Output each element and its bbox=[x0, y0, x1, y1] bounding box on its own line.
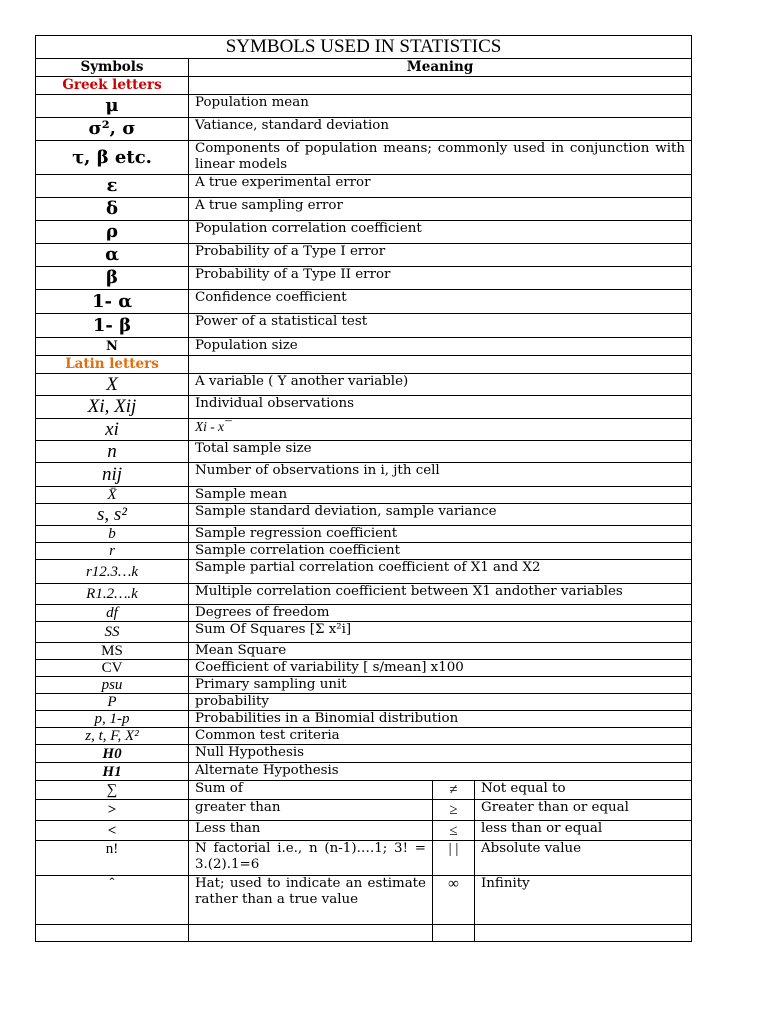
meaning-xi: Xi - x¯ bbox=[189, 419, 692, 441]
meaning-b: Sample regression coefficient bbox=[189, 526, 692, 543]
symbol-sum: ∑ bbox=[36, 781, 189, 800]
meaning-H0: Null Hypothesis bbox=[189, 745, 692, 763]
meaning-factorial: N factorial i.e., n (n-1)….1; 3! = 3.(2).1=6 bbox=[189, 841, 433, 876]
empty-cell bbox=[475, 925, 692, 942]
meaning-SS: Sum Of Squares [Σ x²i] bbox=[189, 622, 692, 643]
header-symbols: Symbols bbox=[36, 59, 189, 77]
symbol-psu: psu bbox=[36, 677, 189, 694]
symbol-n: n bbox=[36, 441, 189, 463]
meaning-xbar: Sample mean bbox=[189, 487, 692, 504]
meaning-H1: Alternate Hypothesis bbox=[189, 763, 692, 781]
symbol-not-equal: ≠ bbox=[433, 781, 475, 800]
symbol-one-minus-alpha: 1- α bbox=[36, 290, 189, 314]
meaning-infinity: Infinity bbox=[475, 876, 692, 925]
symbol-greater-equal: ≥ bbox=[433, 800, 475, 821]
symbol-CV: CV bbox=[36, 660, 189, 677]
meaning-X: A variable ( Y another variable) bbox=[189, 374, 692, 396]
symbol-alpha: α bbox=[36, 244, 189, 267]
meaning-mu: Population mean bbox=[189, 95, 692, 118]
symbol-tau-beta: τ, β etc. bbox=[36, 141, 189, 175]
symbol-r: r bbox=[36, 543, 189, 560]
empty-cell bbox=[433, 925, 475, 942]
symbol-infinity: ∞ bbox=[433, 876, 475, 925]
symbol-H0: H0 bbox=[36, 745, 189, 763]
symbol-s: s, s² bbox=[36, 504, 189, 526]
meaning-p-1p: Probabilities in a Binomial distribution bbox=[189, 711, 692, 728]
symbol-xbar: X̄ bbox=[36, 487, 189, 504]
meaning-rho: Population correlation coefficient bbox=[189, 221, 692, 244]
symbol-H1: H1 bbox=[36, 763, 189, 781]
symbol-sigma: σ², σ bbox=[36, 118, 189, 141]
symbol-df: df bbox=[36, 605, 189, 622]
meaning-beta: Probability of a Type II error bbox=[189, 267, 692, 290]
symbol-rho: ρ bbox=[36, 221, 189, 244]
symbol-b: b bbox=[36, 526, 189, 543]
meaning-R12k: Multiple correlation coefficient between X1 andother variables bbox=[189, 584, 692, 605]
empty-cell bbox=[189, 925, 433, 942]
symbol-Xi-Xij: Xi, Xij bbox=[36, 396, 189, 419]
symbol-P: P bbox=[36, 694, 189, 711]
meaning-P: probability bbox=[189, 694, 692, 711]
meaning-sigma: Vatiance, standard deviation bbox=[189, 118, 692, 141]
symbol-mu: μ bbox=[36, 95, 189, 118]
header-meaning: Meaning bbox=[189, 59, 692, 77]
meaning-less-equal: less than or equal bbox=[475, 821, 692, 841]
symbol-p-1p: p, 1-p bbox=[36, 711, 189, 728]
meaning-psu: Primary sampling unit bbox=[189, 677, 692, 694]
meaning-nij: Number of observations in i, jth cell bbox=[189, 463, 692, 487]
symbol-xi: xi bbox=[36, 419, 189, 441]
page-title: SYMBOLS USED IN STATISTICS bbox=[36, 36, 692, 59]
symbol-less-than: < bbox=[36, 821, 189, 841]
symbol-nij: nij bbox=[36, 463, 189, 487]
meaning-df: Degrees of freedom bbox=[189, 605, 692, 622]
symbol-N: N bbox=[36, 338, 189, 356]
meaning-greater-equal: Greater than or equal bbox=[475, 800, 692, 821]
symbol-MS: MS bbox=[36, 643, 189, 660]
empty-cell bbox=[36, 925, 189, 942]
symbol-SS: SS bbox=[36, 622, 189, 643]
symbol-delta: δ bbox=[36, 198, 189, 221]
symbol-X: X bbox=[36, 374, 189, 396]
symbol-factorial: n! bbox=[36, 841, 189, 876]
meaning-absolute: Absolute value bbox=[475, 841, 692, 876]
section-greek-letters: Greek letters bbox=[36, 77, 189, 95]
meaning-MS: Mean Square bbox=[189, 643, 692, 660]
symbol-hat: ˆ bbox=[36, 876, 189, 925]
meaning-r: Sample correlation coefficient bbox=[189, 543, 692, 560]
symbol-epsilon: ε bbox=[36, 175, 189, 198]
symbol-beta: β bbox=[36, 267, 189, 290]
meaning-sum: Sum of bbox=[189, 781, 433, 800]
meaning-hat: Hat; used to indicate an estimate rather than a true value bbox=[189, 876, 433, 925]
symbol-test-criteria: z, t, F, X² bbox=[36, 728, 189, 745]
meaning-epsilon: A true experimental error bbox=[189, 175, 692, 198]
meaning-less-than: Less than bbox=[189, 821, 433, 841]
meaning-n: Total sample size bbox=[189, 441, 692, 463]
symbol-less-equal: ≤ bbox=[433, 821, 475, 841]
symbol-one-minus-beta: 1- β bbox=[36, 314, 189, 338]
symbol-r123k: r12.3…k bbox=[36, 560, 189, 584]
meaning-s: Sample standard deviation, sample variance bbox=[189, 504, 692, 526]
meaning-r123k: Sample partial correlation coefficient of X1 and X2 bbox=[189, 560, 692, 584]
meaning-tau-beta: Components of population means; commonly used in conjunction with linear models bbox=[189, 141, 692, 175]
meaning-delta: A true sampling error bbox=[189, 198, 692, 221]
meaning-not-equal: Not equal to bbox=[475, 781, 692, 800]
meaning-alpha: Probability of a Type I error bbox=[189, 244, 692, 267]
symbol-greater-than: > bbox=[36, 800, 189, 821]
symbol-R12k: R1.2….k bbox=[36, 584, 189, 605]
meaning-test-criteria: Common test criteria bbox=[189, 728, 692, 745]
symbol-absolute: | | bbox=[433, 841, 475, 876]
meaning-one-minus-alpha: Confidence coefficient bbox=[189, 290, 692, 314]
symbols-table bbox=[35, 35, 692, 942]
meaning-one-minus-beta: Power of a statistical test bbox=[189, 314, 692, 338]
meaning-greater-than: greater than bbox=[189, 800, 433, 821]
meaning-Xi-Xij: Individual observations bbox=[189, 396, 692, 419]
section-latin-letters: Latin letters bbox=[36, 356, 189, 374]
meaning-N: Population size bbox=[189, 338, 692, 356]
meaning-CV: Coefficient of variability [ s/mean] x100 bbox=[189, 660, 692, 677]
